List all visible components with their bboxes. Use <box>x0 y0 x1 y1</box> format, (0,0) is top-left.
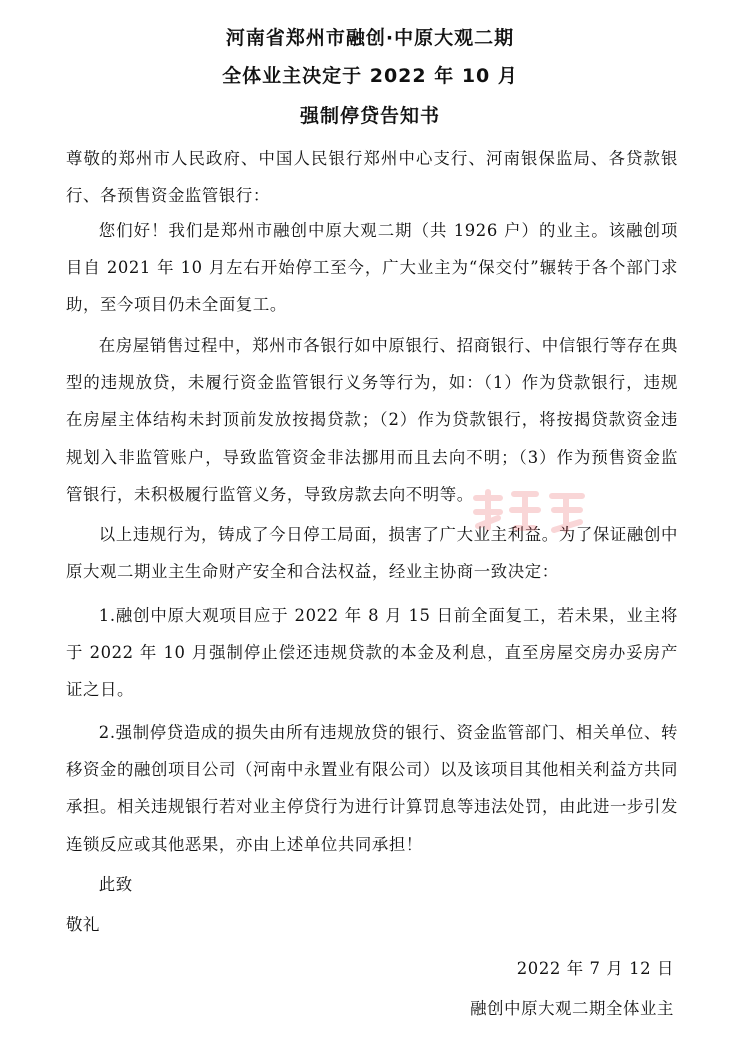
title-line-3: 强制停贷告知书 <box>299 105 440 127</box>
salutation: 尊敬的郑州市人民政府、中国人民银行郑州中心支行、河南银保监局、各贷款银行、各预售资金监管银行： <box>66 149 678 206</box>
closing-jingli: 敬礼 <box>66 915 100 934</box>
paragraph-greeting: 您们好！我们是郑州市融创中原大观二期（共 1926 户）的业主。该融创项目自 2021 年 10 月左右开始停工至今，广大业主为“保交付”辗转于各个部门求助，至今项目仍未全面复工。 <box>66 221 678 315</box>
paragraph-decision-2: 2.强制停贷造成的损失由所有违规放贷的银行、资金监管部门、相关单位、转移资金的融创项目公司（河南中永置业有限公司）以及该项目其他相关利益方共同承担。相关违规银行若对业主停贷行为进行计算罚息等违法处罚，由此进一步引发连锁反应或其他恶果，亦由上述单位共同承担！ <box>66 723 678 854</box>
paragraph-decision-1: 1.融创中原大观项目应于 2022 年 8 月 15 日前全面复工，若未果，业主将于 2022 年 10 月强制停止偿还违规贷款的本金及利息，直至房屋交房办妥房产证之日。 <box>66 606 678 700</box>
title-line-1: 河南省郑州市融创·中原大观二期 <box>225 27 515 49</box>
closing-cizhi: 此致 <box>98 875 133 894</box>
date-line: 2022 年 7 月 12 日 <box>516 959 674 978</box>
signature-line: 融创中原大观二期全体业主 <box>470 999 674 1018</box>
paragraph-decision-intro: 以上违规行为，铸成了今日停工局面，损害了广大业主利益。为了保证融创中原大观二期业主生命财产安全和合法权益，经业主协商一致决定： <box>66 525 678 582</box>
paragraph-bank-violations: 在房屋销售过程中，郑州市各银行如中原银行、招商银行、中信银行等存在典型的违规放贷，未履行资金监管银行义务等行为，如：（1）作为贷款银行，违规在房屋主体结构未封顶前发放按揭贷款；（2）作为贷款银行，将按揭贷款资金违规划入非监管账户，导致监管资金非法挪用而且去向不明；（3）作为预售资金监管银行，未积极履行监管义务，导致房款去向不明等。 <box>66 336 678 504</box>
red-stamp-watermark-icon <box>470 488 590 534</box>
title-line-2: 全体业主决定于 2022 年 10 月 <box>222 65 518 87</box>
